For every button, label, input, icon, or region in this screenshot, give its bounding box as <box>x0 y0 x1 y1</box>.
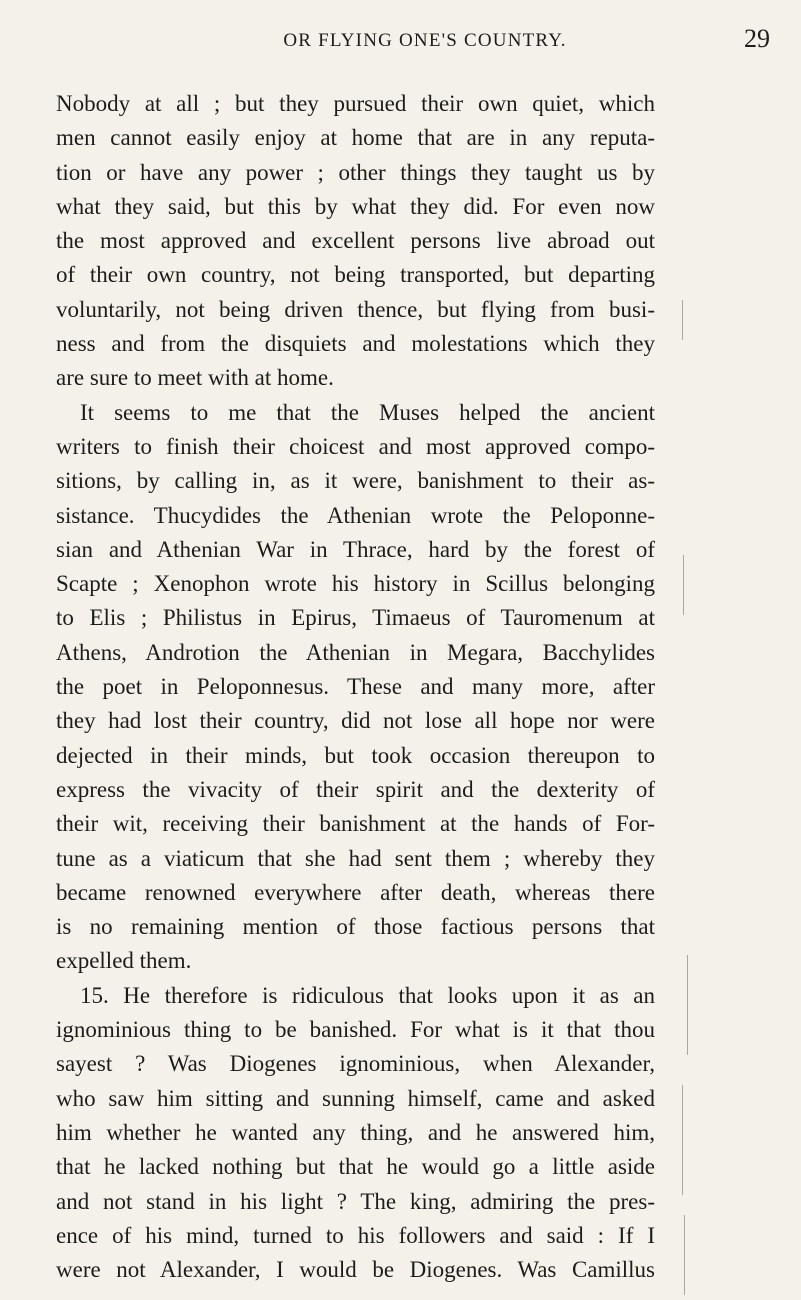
running-title: OR FLYING ONE'S COUNTRY. <box>283 30 567 51</box>
text-line: tune as a viaticum that she had sent them ; whereby they <box>56 845 655 871</box>
text-line: the most approved and excellent persons live abroad out <box>56 228 655 254</box>
margin-mark <box>682 300 683 340</box>
margin-mark <box>684 1215 685 1295</box>
text-line: voluntarily, not being driven thence, but flying from busi- <box>56 296 655 322</box>
text-line: that he lacked nothing but that he would go a little aside <box>56 1154 655 1180</box>
margin-mark <box>682 1085 683 1195</box>
text-line: men cannot easily enjoy at home that are in any reputa- <box>56 125 655 151</box>
text-line: sistance. Thucydides the Athenian wrote the Peloponne- <box>56 502 655 528</box>
text-line: Scapte ; Xenophon wrote his history in Scillus belonging <box>56 571 655 597</box>
margin-mark <box>687 955 688 1055</box>
paragraph-start-line: It seems to me that the Muses helped the ancient <box>80 399 655 425</box>
text-line: sayest ? Was Diogenes ignominious, when Alexander, <box>56 1051 655 1077</box>
text-line: ignominious thing to be banished. For what is it that thou <box>56 1017 655 1043</box>
text-line: express the vivacity of their spirit and the dexterity of <box>56 776 655 802</box>
text-line: the poet in Peloponnesus. These and many more, after <box>56 674 655 700</box>
text-line: to Elis ; Philistus in Epirus, Timaeus of Tauromenum at <box>56 605 655 631</box>
text-line: who saw him sitting and sunning himself, came and asked <box>56 1085 655 1111</box>
text-line: Nobody at all ; but they pursued their own quiet, which <box>56 91 655 116</box>
text-line: writers to finish their choicest and most approved compo- <box>56 433 655 459</box>
paragraph-start-line: 15. He therefore is ridiculous that looks upon it as an <box>80 982 655 1008</box>
page-number: 29 <box>744 24 770 53</box>
text-line: him whether he wanted any thing, and he answered him, <box>56 1119 655 1145</box>
margin-mark <box>683 555 684 615</box>
text-line: tion or have any power ; other things they taught us by <box>56 159 655 185</box>
body-text <box>56 87 655 1287</box>
text-line: what they said, but this by what they did. For even now <box>56 193 655 219</box>
text-line: of their own country, not being transported, but departing <box>56 262 655 288</box>
text-line: they had lost their country, did not lose all hope nor were <box>56 708 655 734</box>
text-line: their wit, receiving their banishment at the hands of For- <box>56 811 655 837</box>
running-head <box>80 24 770 60</box>
text-line: expelled them. <box>56 948 192 974</box>
text-line: sian and Athenian War in Thrace, hard by the forest of <box>56 536 655 562</box>
text-line: were not Alexander, I would be Diogenes. Was Camillus <box>56 1257 655 1283</box>
text-line: sitions, by calling in, as it were, banishment to their as- <box>56 468 655 494</box>
text-line: became renowned everywhere after death, whereas there <box>56 879 655 905</box>
text-line: is no remaining mention of those factious persons that <box>56 914 655 940</box>
text-line: dejected in their minds, but took occasion thereupon to <box>56 742 655 768</box>
text-line: ness and from the disquiets and molestations which they <box>56 331 655 357</box>
text-line: are sure to meet with at home. <box>56 365 334 391</box>
text-line: Athens, Androtion the Athenian in Megara, Bacchylides <box>56 639 655 665</box>
text-line: and not stand in his light ? The king, admiring the pres- <box>56 1188 655 1214</box>
text-line: ence of his mind, turned to his followers and said : If I <box>56 1222 655 1248</box>
